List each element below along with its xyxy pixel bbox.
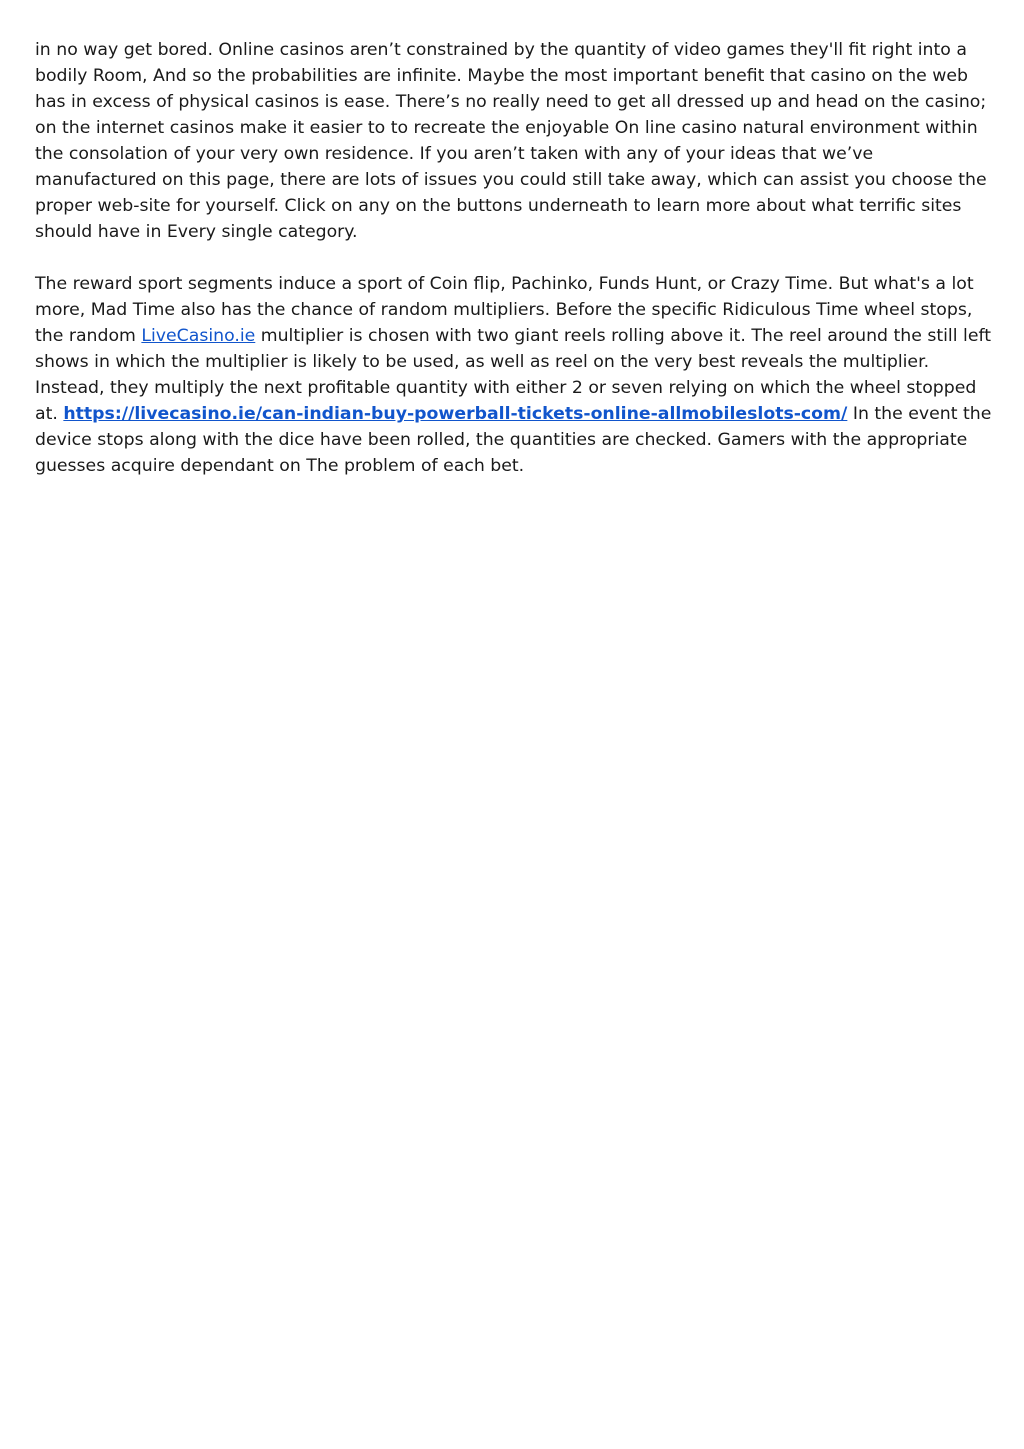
paragraph-2 [35, 271, 995, 479]
livecasino-link[interactable]: LiveCasino.ie [141, 326, 256, 346]
powerball-article-link[interactable]: https://livecasino.ie/can-indian-buy-powerball-tickets-online-allmobileslots-com/ [63, 404, 848, 424]
document-body [35, 37, 995, 505]
paragraph-2-text-start: The reward sport segments induce a sport of Coin flip, Pachinko, Funds Hunt, or Crazy Time. But what's a lot more, Mad Time also has the chance of random multipliers. Before the specific Ridiculous Time wheel stops, the random [35, 274, 974, 346]
paragraph-1: in no way get bored. Online casinos aren’t constrained by the quantity of video games they'll fit right into a bodily Room, And so the probabilities are infinite. Maybe the most important benefit that casino on the web has in excess of physical casinos is ease. There’s no really need to get all dressed up and head on the casino; on the internet casinos make it easier to to recreate the enjoyable On line casino natural environment within the consolation of your very own residence. If you aren’t taken with any of your ideas that we’ve manufactured on this page, there are lots of issues you could still take away, which can assist you choose the proper web-site for yourself. Click on any on the buttons underneath to learn more about what terrific sites should have in Every single category. [35, 40, 987, 242]
paragraph-2-text-middle: multiplier is chosen with two giant reels rolling above it. The reel around the still left shows in which the multiplier is likely to be used, as well as reel on the very best reveals the multiplier. Instead, they multiply the next profitable quantity with either 2 or seven relying on which the wheel stopped at. [35, 326, 992, 424]
paragraph-2-text-end: In the event the device stops along with the dice have been rolled, the quantities are checked. Gamers with the appropriate guesses acquire dependant on The problem of each bet. [35, 404, 992, 476]
